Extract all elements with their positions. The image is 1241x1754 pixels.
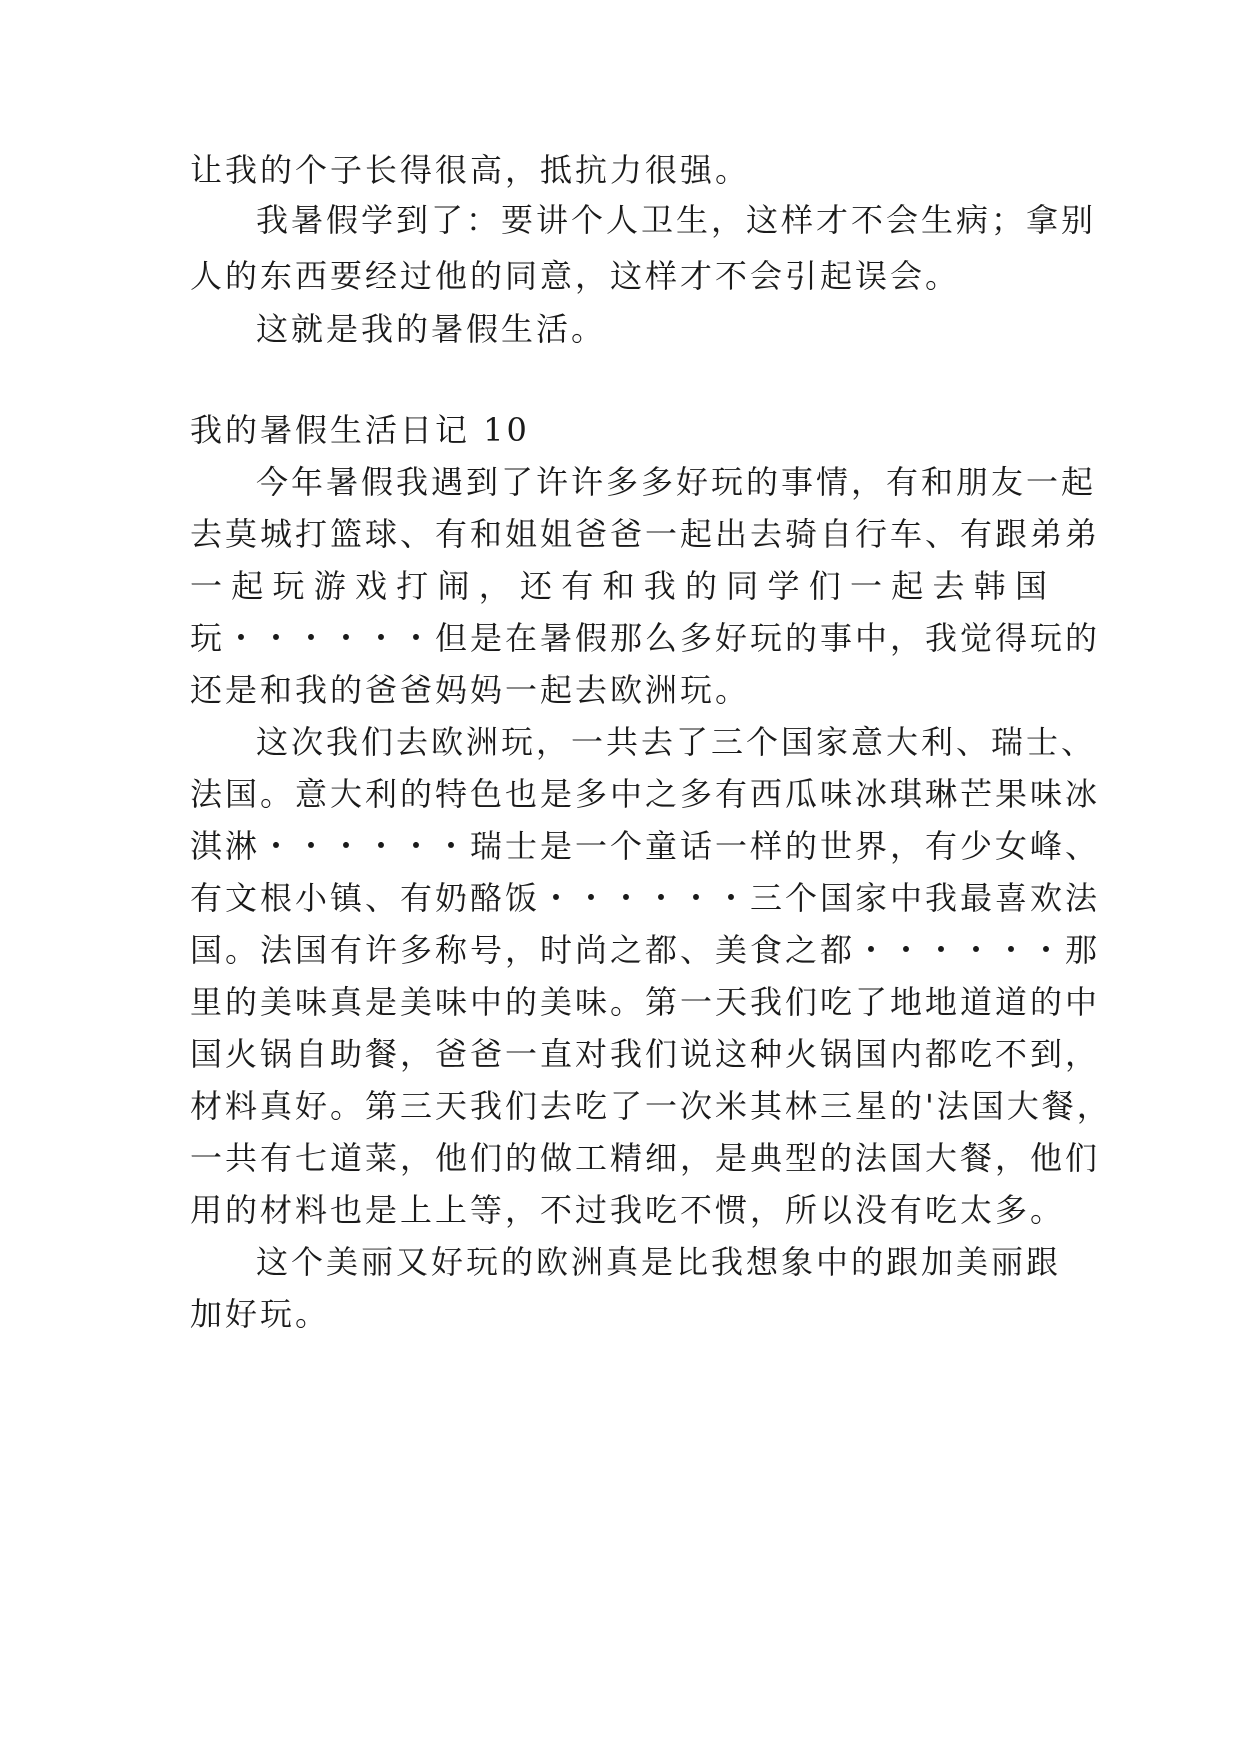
text-line: 玩・・・・・・但是在暑假那么多好玩的事中，我觉得玩的: [190, 619, 1101, 657]
text-line: 这个美丽又好玩的欧洲真是比我想象中的跟加美丽跟: [256, 1243, 1062, 1281]
section-heading: 我的暑假生活日记 10: [190, 411, 530, 449]
text-line: 国火锅自助餐，爸爸一直对我们说这种火锅国内都吃不到，: [190, 1035, 1101, 1073]
text-line: 这就是我的暑假生活。: [256, 310, 607, 348]
text-line: 这次我们去欧洲玩，一共去了三个国家意大利、瑞士、: [256, 723, 1097, 761]
text-line: 加好玩。: [190, 1295, 331, 1333]
text-line: 材料真好。第三天我们去吃了一次米其林三星的'法国大餐，: [190, 1087, 1112, 1125]
text-line: 我暑假学到了：要讲个人卫生，这样才不会生病；拿别: [256, 201, 1097, 239]
text-line: 一共有七道菜，他们的做工精细，是典型的法国大餐，他们: [190, 1139, 1101, 1177]
text-line: 里的美味真是美味中的美味。第一天我们吃了地地道道的中: [190, 983, 1101, 1021]
text-line: 去莫城打篮球、有和姐姐爸爸一起出去骑自行车、有跟弟弟: [190, 515, 1101, 553]
text-line: 人的东西要经过他的同意，这样才不会引起误会。: [190, 257, 961, 295]
text-line: 法国。意大利的特色也是多中之多有西瓜味冰琪琳芒果味冰: [190, 775, 1101, 813]
text-line: 淇淋・・・・・・瑞士是一个童话一样的世界，有少女峰、: [190, 827, 1101, 865]
text-line: 有文根小镇、有奶酪饭・・・・・・三个国家中我最喜欢法: [190, 879, 1101, 917]
text-line: 国。法国有许多称号，时尚之都、美食之都・・・・・・那: [190, 931, 1101, 969]
text-line: 今年暑假我遇到了许许多多好玩的事情，有和朋友一起: [256, 463, 1097, 501]
text-line: 用的材料也是上上等，不过我吃不惯，所以没有吃太多。: [190, 1191, 1066, 1229]
text-line: 一起玩游戏打闹，还有和我的同学们一起去韩国: [190, 567, 1050, 605]
text-line: 让我的个子长得很高，抵抗力很强。: [190, 151, 751, 189]
text-line: 还是和我的爸爸妈妈一起去欧洲玩。: [190, 671, 751, 709]
